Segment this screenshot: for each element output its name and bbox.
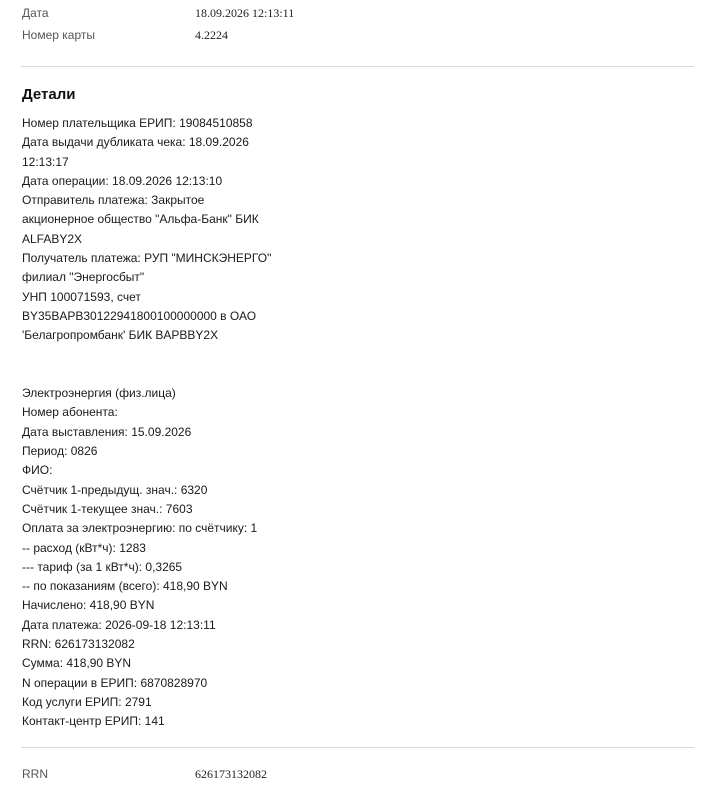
detail-line: ALFABY2X bbox=[22, 231, 83, 246]
details-title: Детали bbox=[22, 86, 76, 103]
detail-line: Дата операции: 18.09.2026 12:13:10 bbox=[22, 173, 223, 188]
detail-line: Электроэнергия (физ.лица) bbox=[22, 386, 176, 401]
date-row bbox=[22, 6, 295, 20]
detail-line: Дата платежа: 2026-09-18 12:13:11 bbox=[22, 617, 216, 632]
detail-line: акционерное общество "Альфа-Банк" БИК bbox=[22, 212, 259, 227]
card-value: 4.2224 bbox=[195, 28, 228, 42]
detail-line: Код услуги ЕРИП: 2791 bbox=[22, 694, 152, 709]
detail-line: Период: 0826 bbox=[22, 444, 98, 459]
details-body bbox=[22, 114, 322, 732]
detail-line: Сумма: 418,90 BYN bbox=[22, 656, 132, 671]
detail-line: ФИО: bbox=[22, 463, 53, 478]
detail-line: Дата выставления: 15.09.2026 bbox=[22, 424, 192, 439]
detail-line: Оплата за электроэнергию: по счётчику: 1 bbox=[22, 521, 258, 536]
rrn-row bbox=[22, 767, 267, 781]
detail-line: Контакт-центр ЕРИП: 141 bbox=[22, 714, 165, 729]
detail-line: УНП 100071593, счет bbox=[22, 289, 141, 304]
detail-line: Счётчик 1-текущее знач.: 7603 bbox=[22, 501, 193, 516]
detail-line: Номер плательщика ЕРИП: 19084510858 bbox=[22, 116, 253, 130]
date-label: Дата bbox=[22, 6, 49, 20]
detail-gap bbox=[22, 346, 322, 385]
detail-line: 12:13:17 bbox=[22, 154, 69, 169]
detail-line: Отправитель платежа: Закрытое bbox=[22, 193, 205, 208]
date-value: 18.09.2026 12:13:11 bbox=[195, 6, 295, 20]
detail-line: BY35BAPB30122941800100000000 в ОАО bbox=[22, 308, 257, 323]
card-label: Номер карты bbox=[22, 28, 95, 42]
detail-line: N операции в ЕРИП: 6870828970 bbox=[22, 675, 208, 690]
detail-line: Дата выдачи дубликата чека: 18.09.2026 bbox=[22, 135, 249, 150]
detail-line: Номер абонента: bbox=[22, 405, 118, 420]
detail-line: --- тариф (за 1 кВт*ч): 0,3265 bbox=[22, 559, 183, 574]
detail-line: филиал "Энергосбыт" bbox=[22, 270, 145, 285]
detail-line: Начислено: 418,90 BYN bbox=[22, 598, 155, 613]
detail-line: -- по показаниям (всего): 418,90 BYN bbox=[22, 579, 228, 594]
divider-bottom bbox=[21, 747, 694, 748]
card-row bbox=[22, 28, 228, 42]
detail-line: 'Белагропромбанк' БИК BAPBBY2X bbox=[22, 328, 219, 343]
detail-line: Получатель платежа: РУП "МИНСКЭНЕРГО" bbox=[22, 251, 272, 266]
rrn-label: RRN bbox=[22, 767, 48, 781]
divider-top bbox=[21, 66, 694, 67]
detail-line: -- расход (кВт*ч): 1283 bbox=[22, 540, 146, 555]
rrn-value: 626173132082 bbox=[195, 767, 267, 781]
detail-line: RRN: 626173132082 bbox=[22, 637, 135, 652]
detail-line: Счётчик 1-предыдущ. знач.: 6320 bbox=[22, 482, 208, 497]
